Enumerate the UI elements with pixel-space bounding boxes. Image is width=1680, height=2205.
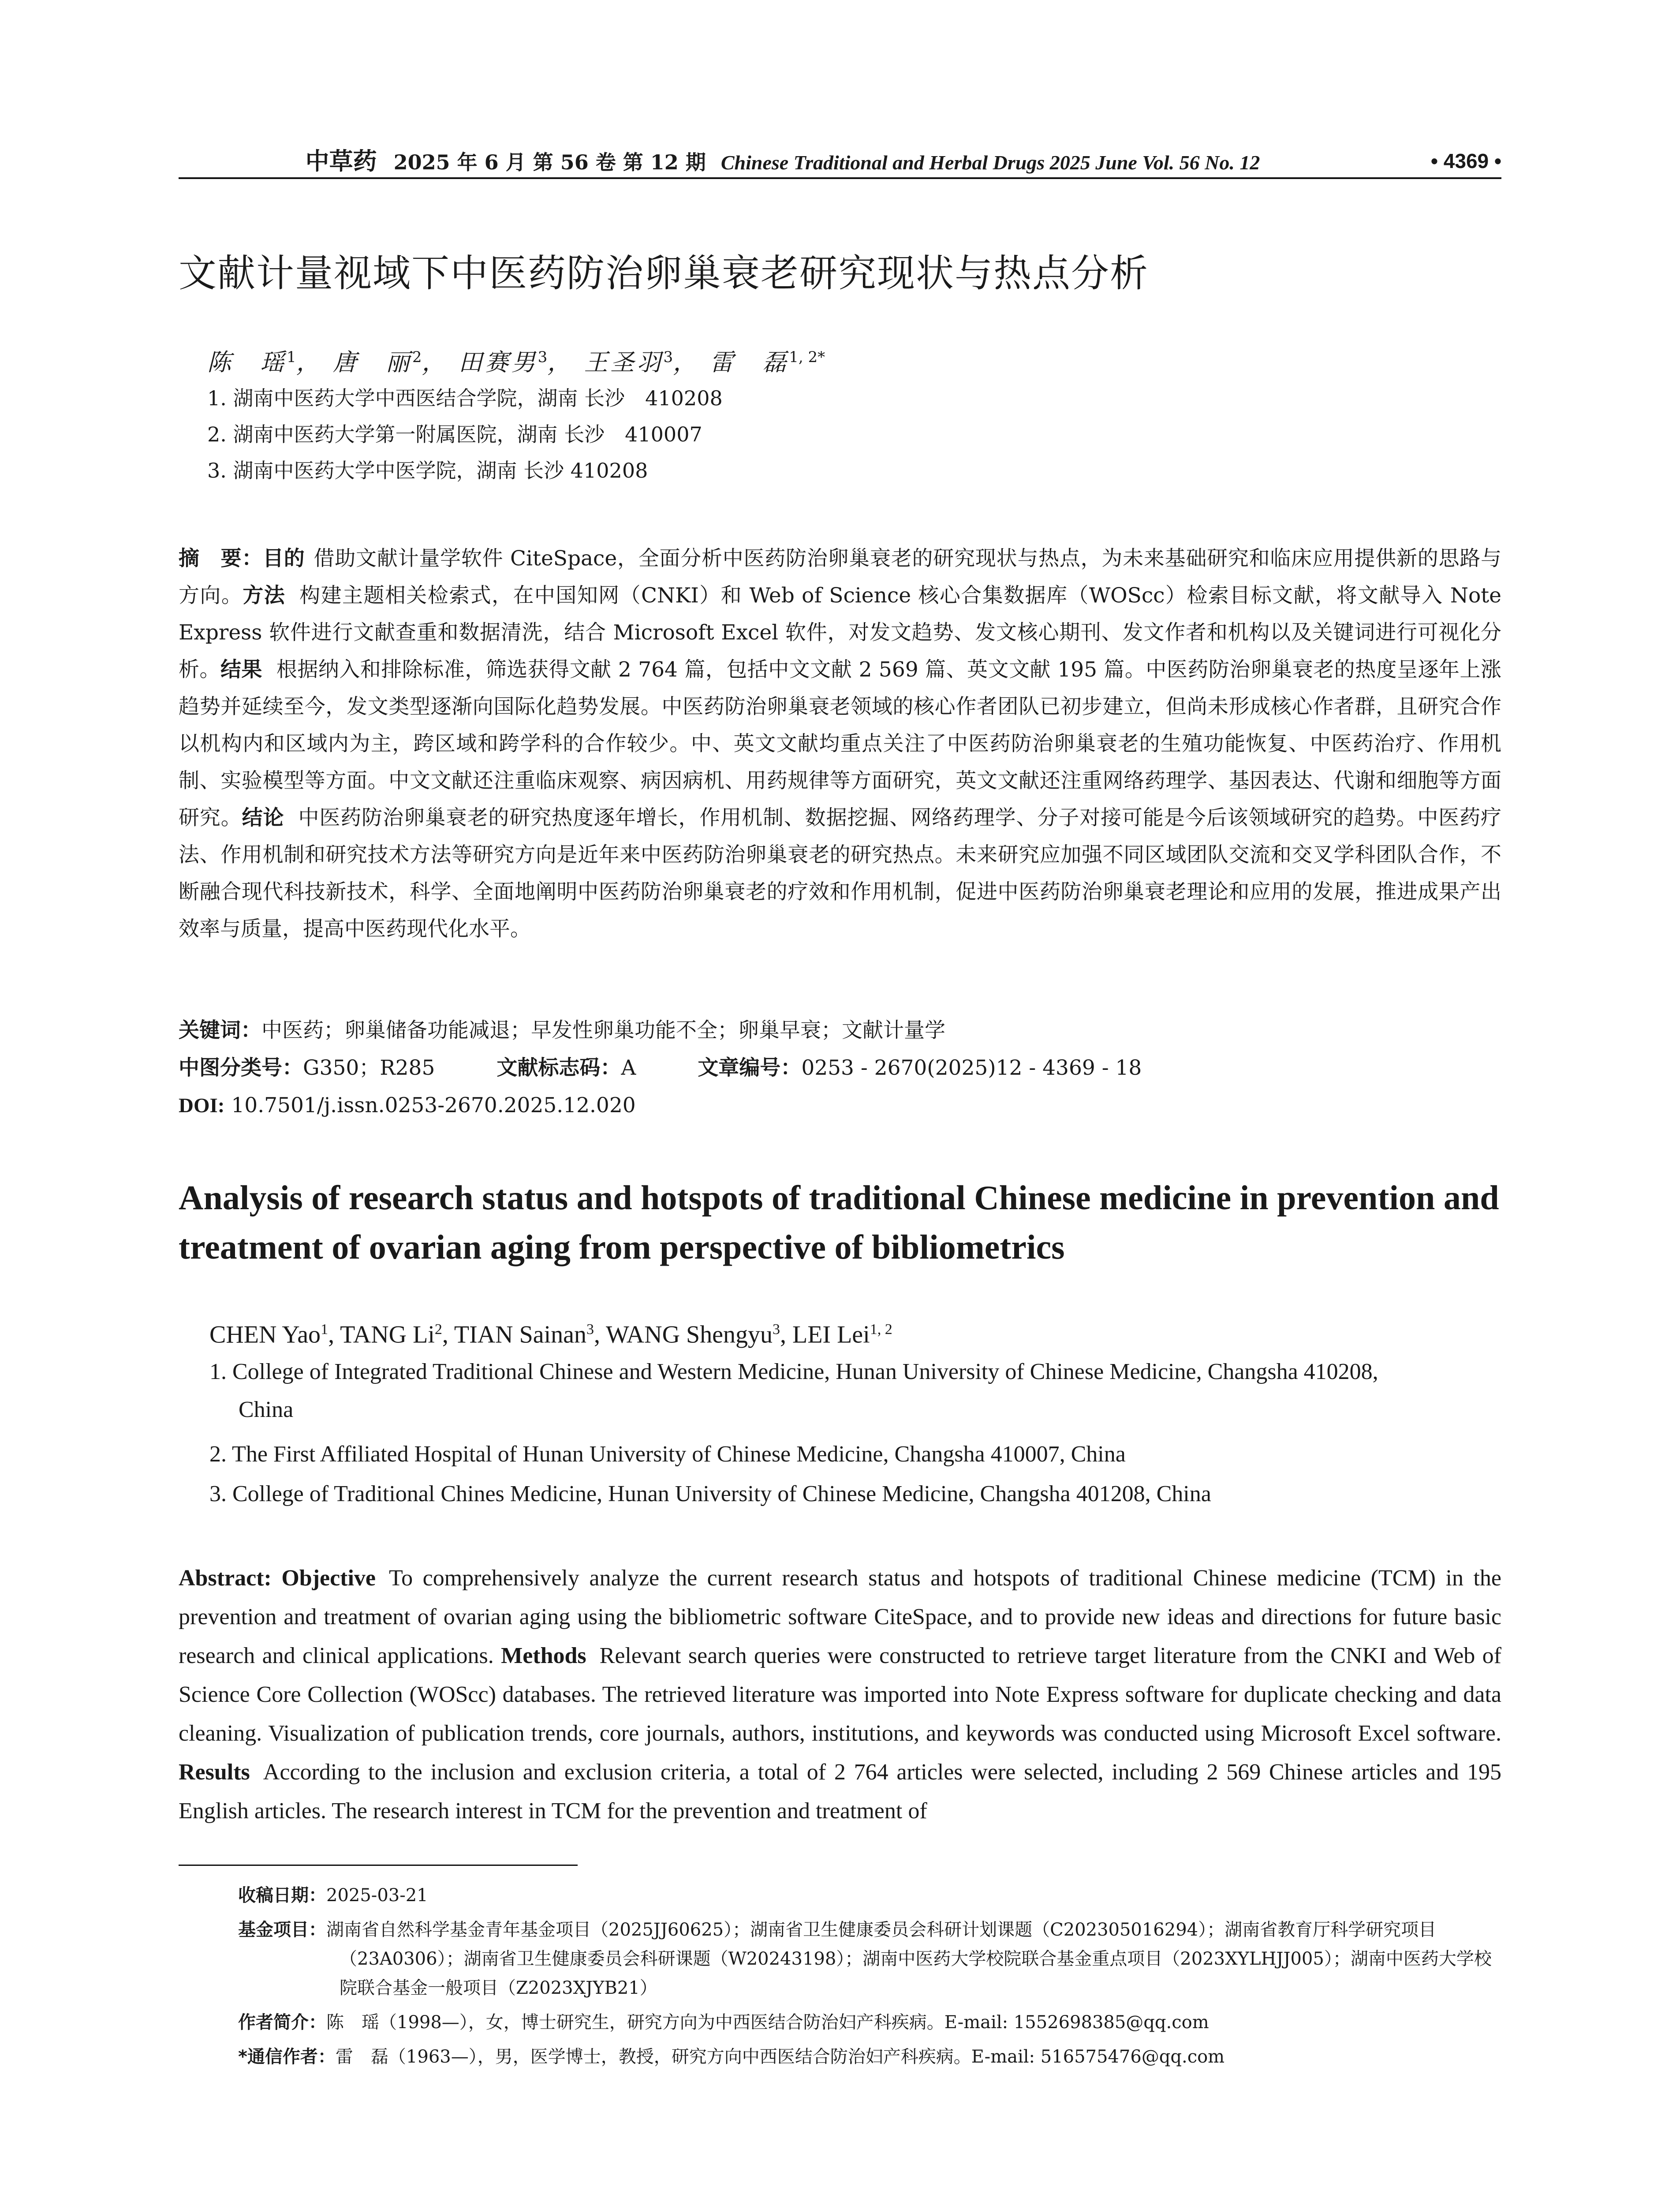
affiliation-zh-3: 3. 湖南中医药大学中医学院，湖南 长沙 410208 <box>207 459 648 482</box>
abstract-zh <box>179 540 1501 948</box>
affiliation-en-3: 3. College of Traditional Chines Medicine, Hunan University of Chinese Medicine, Changsha 401208, China <box>209 1481 1211 1506</box>
keywords: 中医药；卵巢储备功能减退；早发性卵巢功能不全；卵巢早衰；文献计量学 <box>261 1018 945 1043</box>
article-id-label: 文章编号： <box>698 1056 802 1080</box>
abstract-en-methods-label: Methods <box>501 1643 586 1668</box>
footnotes <box>238 1881 1504 2077</box>
abstract-en <box>179 1559 1501 1831</box>
running-header-center <box>179 146 1387 178</box>
author-zh-name: 陈 瑶 <box>207 348 287 376</box>
author-en-name: LEI Lei <box>792 1321 870 1349</box>
abstract-en-objective: To comprehensively analyze the current research status and hotspots of traditional Chinese medicine (TCM) in the prevention and treatment of ovarian aging using the bibliometric software CiteSpace, and to provide new ideas and directions for future basic research and clinical applications. <box>179 1566 1501 1668</box>
author-zh-sup: 2 <box>412 348 422 366</box>
clc-number: G350；R285 <box>303 1056 435 1080</box>
doi-line <box>179 1089 1501 1122</box>
author-zh-sup: 3 <box>538 348 548 366</box>
author-en-name: TIAN Sainan <box>454 1321 587 1349</box>
affiliation-en-1-line2: China <box>239 1397 294 1422</box>
abstract-zh-conclusion: 中医药防治卵巢衰老的研究热度逐年增长，作用机制、数据挖掘、网络药理学、分子对接可能是今后该领域研究的趋势。中医药疗法、作用机制和研究技术方法等研究方向是近年来中医药防治卵巢衰老的研究热点。未来研究应加强不同区域团队交流和交叉学科团队合作，不断融合现代科技新技术，科学、全面地阐明中医药防治卵巢衰老的疗效和作用机制，促进中医药防治卵巢衰老理论和应用的发展，推进成果产出效率与质量，提高中医药现代化水平。 <box>179 806 1502 941</box>
author-zh-sep: ， <box>422 348 448 376</box>
author-zh-sup: 1, 2* <box>789 348 825 366</box>
author-en-sup: 3 <box>773 1321 780 1338</box>
author-en-sup: 1, 2 <box>870 1321 892 1338</box>
header-rule <box>179 177 1501 179</box>
affiliation-zh-1: 1. 湖南中医药大学中西医结合学院，湖南 长沙 410208 <box>207 386 723 410</box>
author-en-name: CHEN Yao <box>209 1321 321 1349</box>
footnote-received <box>238 1881 1504 1910</box>
author-zh-name: 唐 丽 <box>332 348 412 376</box>
authors-zh <box>207 340 1486 380</box>
abstract-zh-methods: 构建主题相关检索式，在中国知网（CNKI）和 Web of Science 核心合集数据库（WOScc）检索目标文献，将文献导入 Note Express 软件进行文献查重和数据清洗，结合 Microsoft Excel 软件，对发文趋势、发文核心期刊、发文作者和机构以及关键词进行可视化分析。 <box>179 583 1501 682</box>
abstract-zh-results: 根据纳入和排除标准，筛选获得文献 2 764 篇，包括中文文献 2 569 篇、英文文献 195 篇。中医药防治卵巢衰老的热度呈逐年上涨趋势并延续至今，发文类型逐渐向国际化趋势发展。中医药防治卵巢衰老领域的核心作者团队已初步建立，但尚未形成核心作者群，且研究合作以机构内和区域内为主，跨区域和跨学科的合作较少。中、英文文献均重点关注了中医药防治卵巢衰老的生殖功能恢复、中医药治疗、作用机制、实验模型等方面。中文文献还注重临床观察、病因病机、用药规律等方面研究，英文文献还注重网络药理学、基因表达、代谢和细胞等方面研究。 <box>179 658 1501 830</box>
affiliation-en-1-line1: 1. College of Integrated Traditional Chinese and Western Medicine, Hunan University of Chinese Medicine, Changsha 410208, <box>209 1359 1378 1384</box>
keywords-line <box>179 1014 1501 1047</box>
footnote-corresponding <box>238 2042 1504 2071</box>
corresponding-bio: 雷 磊（1963—），男，医学博士，教授，研究方向中西医结合防治妇产科疾病。E-mail: 516575476@qq.com <box>335 2047 1225 2067</box>
doc-code: A <box>621 1056 636 1080</box>
author-en-sup: 3 <box>586 1321 594 1338</box>
author-bio-label: 作者简介： <box>238 2012 326 2033</box>
title-en: Analysis of research status and hotspots of traditional Chinese medicine in prevention and treatment of ovarian aging from perspective of bibliometrics <box>179 1178 1499 1266</box>
author-en-sep: , <box>328 1321 340 1349</box>
author-en-sup: 1 <box>321 1321 329 1338</box>
clc-label: 中图分类号： <box>179 1056 303 1080</box>
corresponding-label: *通信作者： <box>238 2047 336 2067</box>
author-zh-sep: ， <box>296 348 323 376</box>
page-number: • 4369 • <box>1430 149 1501 172</box>
title-zh: 文献计量视域下中医药防治卵巢衰老研究现状与热点分析 <box>179 251 1149 295</box>
author-zh-sup: 3 <box>663 348 673 366</box>
author-zh-sep: ， <box>673 348 700 376</box>
article-id: 0253 - 2670(2025)12 - 4369 - 18 <box>801 1056 1142 1080</box>
abstract-en-methods: Relevant search queries were constructed to retrieve target literature from the CNKI and Web of Science Core Collection (WOScc) databases. The retrieved literature was imported into Note Express software for duplicate checking and data cleaning. Visualization of publication trends, core journals, authors, institutions, and keywords was conducted using Microsoft Excel software. <box>179 1643 1501 1746</box>
footnote-author <box>238 2008 1504 2037</box>
abstract-en-results-label: Results <box>179 1760 250 1785</box>
doi-label: DOI: <box>179 1094 225 1117</box>
affiliation-en-2: 2. The First Affiliated Hospital of Hunan University of Chinese Medicine, Changsha 410007, China <box>209 1442 1126 1467</box>
abstract-zh-results-label: 结果 <box>220 658 262 682</box>
abstract-en-results: According to the inclusion and exclusion criteria, a total of 2 764 articles were selected, including 2 569 Chinese articles and 195 English articles. The research interest in TCM for the prevention and treatment of <box>179 1760 1501 1824</box>
abstract-zh-conclusion-label: 结论 <box>242 806 284 830</box>
author-bio: 陈 瑶（1998—），女，博士研究生，研究方向为中西医结合防治妇产科疾病。E-mail: 1552698385@qq.com <box>326 2012 1209 2033</box>
keywords-label: 关键词： <box>179 1018 261 1043</box>
doi-value[interactable]: 10.7501/j.issn.0253-2670.2025.12.020 <box>231 1093 636 1117</box>
abstract-zh-objective: 借助文献计量学软件 CiteSpace，全面分析中医药防治卵巢衰老的研究现状与热点，为未来基础研究和临床应用提供新的思路与方向。 <box>179 546 1501 608</box>
authors-en <box>209 1312 1488 1353</box>
author-en-sep: , <box>594 1321 606 1349</box>
author-zh-name: 田赛男 <box>458 348 538 376</box>
author-zh-sep: ， <box>547 348 574 376</box>
footnote-fund <box>238 1915 1504 2003</box>
author-en-name: WANG Shengyu <box>606 1321 773 1349</box>
journal-name: 中草药 <box>305 147 377 175</box>
footnote-rule <box>179 1865 578 1866</box>
doc-code-label: 文献标志码： <box>497 1056 621 1080</box>
issue-info-zh: 2025 年 6 月 第 56 卷 第 12 期 <box>393 150 706 174</box>
abstract-zh-methods-label: 方法 <box>243 583 286 608</box>
abstract-en-label: Abstract: Objective <box>179 1566 376 1591</box>
fund-text: 湖南省自然科学基金青年基金项目（2025JJ60625）；湖南省卫生健康委员会科研计划课题（C202305016294）；湖南省教育厅科学研究项目（23A0306）；湖南省卫生健康委员会科研课题（W20243198）；湖南中医药大学校院联合基金重点项目（2023XYLHJJ005）；湖南中医药大学校院联合基金一般项目（Z2023XJYB21） <box>326 1920 1492 1998</box>
received-date: 2025-03-21 <box>326 1885 428 1906</box>
author-en-sup: 2 <box>434 1321 442 1338</box>
issue-info-en: Chinese Traditional and Herbal Drugs 2025 June Vol. 56 No. 12 <box>721 151 1260 174</box>
author-en-sep: , <box>780 1321 793 1349</box>
fund-label: 基金项目： <box>238 1920 326 1940</box>
abstract-zh-label: 摘 要：目的 <box>179 546 305 571</box>
author-en-sep: , <box>442 1321 454 1349</box>
author-zh-sup: 1 <box>287 348 296 366</box>
author-zh-name: 王圣羽 <box>584 348 664 376</box>
author-zh-name: 雷 磊 <box>709 348 789 376</box>
author-en-name: TANG Li <box>340 1321 435 1349</box>
classification-line <box>179 1052 1501 1084</box>
running-header <box>179 146 1501 176</box>
affiliation-en-1 <box>209 1353 1504 1429</box>
affiliation-zh-2: 2. 湖南中医药大学第一附属医院，湖南 长沙 410007 <box>207 422 702 446</box>
received-label: 收稿日期： <box>238 1885 326 1906</box>
